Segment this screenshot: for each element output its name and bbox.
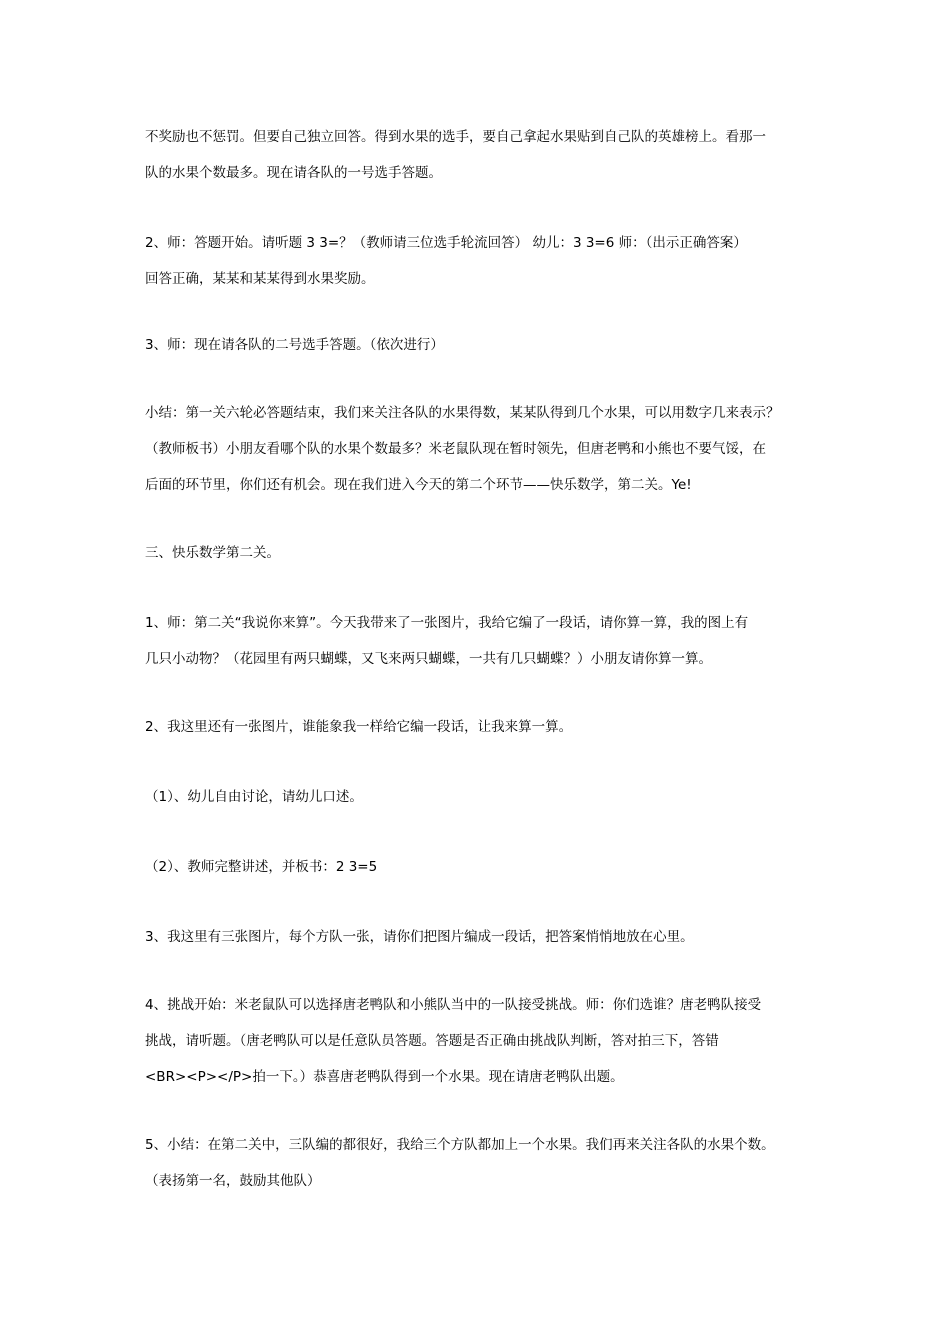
text-line: （表扬第一名，鼓励其他队） xyxy=(145,1173,321,1189)
text-line: （1）、幼儿自由讨论，请幼儿口述。 xyxy=(145,789,363,805)
paragraph-step-3 xyxy=(145,327,815,363)
text-line: 3、师：现在请各队的二号选手答题。（依次进行） xyxy=(145,337,444,353)
paragraph-step-2 xyxy=(145,225,815,297)
text-line: 2、师：答题开始。请听题 3 3=？（教师请三位选手轮流回答） 幼儿：3 3=6 师：（出示正确答案） xyxy=(145,235,747,251)
text-line: 挑战，请听题。（唐老鸭队可以是任意队员答题。答题是否正确由挑战队判断，答对拍三下，答错 xyxy=(145,1033,719,1049)
section-heading-three xyxy=(145,535,815,571)
paragraph-summary-2 xyxy=(145,1127,815,1199)
paragraph-step-2b xyxy=(145,709,815,745)
text-line: 几只小动物？（花园里有两只蝴蝶，又飞来两只蝴蝶，一共有几只蝴蝶？）小朋友请你算一算。 xyxy=(145,651,712,667)
text-line: 三、快乐数学第二关。 xyxy=(145,545,280,561)
text-line: （教师板书）小朋友看哪个队的水果个数最多？米老鼠队现在暂时领先，但唐老鸭和小熊也不要气馁，在 xyxy=(145,441,766,457)
paragraph-step-1b xyxy=(145,605,815,677)
text-line: 5、小结：在第二关中，三队编的都很好，我给三个方队都加上一个水果。我们再来关注各队的水果个数。 xyxy=(145,1137,775,1153)
paragraph-sub-2 xyxy=(145,849,815,885)
paragraph-step-4 xyxy=(145,987,815,1095)
text-line: 4、挑战开始：米老鼠队可以选择唐老鸭队和小熊队当中的一队接受挑战。师：你们选谁？唐老鸭队接受 xyxy=(145,997,762,1013)
text-line: 不奖励也不惩罚。但要自己独立回答。得到水果的选手，要自己拿起水果贴到自己队的英雄榜上。看那一 xyxy=(145,129,766,145)
paragraph-step-3b xyxy=(145,919,815,955)
text-line: 1、师：第二关“我说你来算”。今天我带来了一张图片，我给它编了一段话，请你算一算，我的图上有 xyxy=(145,615,749,631)
text-line: 回答正确，某某和某某得到水果奖励。 xyxy=(145,271,375,287)
paragraph-summary-1 xyxy=(145,395,815,503)
text-line: 2、我这里还有一张图片，谁能象我一样给它编一段话，让我来算一算。 xyxy=(145,719,573,735)
paragraph-rules xyxy=(145,119,815,191)
paragraph-sub-1 xyxy=(145,779,815,815)
text-line: 队的水果个数最多。现在请各队的一号选手答题。 xyxy=(145,165,442,181)
text-line: 小结：第一关六轮必答题结束，我们来关注各队的水果得数，某某队得到几个水果，可以用数字几来表示？ xyxy=(145,405,780,421)
text-line: <BR><P></P>拍一下。）恭喜唐老鸭队得到一个水果。现在请唐老鸭队出题。 xyxy=(145,1069,624,1085)
text-line: 3、我这里有三张图片，每个方队一张，请你们把图片编成一段话，把答案悄悄地放在心里。 xyxy=(145,929,694,945)
text-line: 后面的环节里，你们还有机会。现在我们进入今天的第二个环节——快乐数学，第二关。Ye! xyxy=(145,477,692,493)
text-line: （2）、教师完整讲述，并板书：2 3=5 xyxy=(145,859,378,875)
